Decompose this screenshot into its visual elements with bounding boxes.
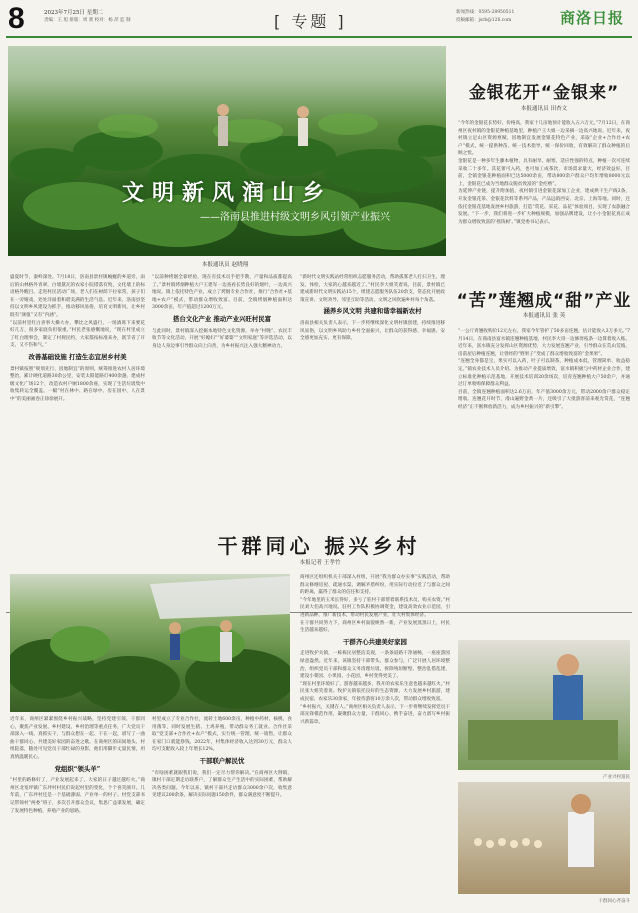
story4-byline: 本报记者 王孝竹 [299,560,341,566]
story2-para: “今年的金银花长势好、价格高，我家十几亩地预计能收入五六万元。”7月12日，在商州区夜村镇的金银花种植基地里，种植户王大姐一边采摘一边高兴地说。近年来，夜村镇立足山区资源禀赋，因地制宜发展金银花特色产业，采取“企业+合作社+农户”模式，统一提供种苗、统一技术指导、统一保价回收，有效解决了群众种植的后顾之忧。 [458,121,630,157]
story1-para: 景村镇按照“规划先行、因地制宜”的原则，统筹推进农村人居环境整治，累计硬化道路30余公里，安装太阳能路灯400余盏，建成村级文化广场12个，改造农村户厕1800余座，实现了生活垃圾集中收集转运全覆盖。一幅“村在林中、路在绿中、房在园中、人在景中”的美丽画卷正徐徐展开。 [10,366,145,402]
issue-date: 2023年7月25日 星期二 [44,10,104,16]
story4-para: “今年地里的玉米长得好，多亏了驻村干部帮着联系技术员、购买农资。”村民刘大伯高兴地说。驻村工作队积极协调资金，建设高效农业示范园，引进新品种、推广新技术，带动村民发展产业，壮大村集体经济。 [300,597,450,618]
story3-para: “连翘全身都是宝，果实可以入药，叶子可以制茶，种植成本低、管理简单、收益稳定。”镇农业技术人员介绍。为推动产业提质增效，富水镇积极与中药材企业合作，建立标准化种植示范基地，开展技术培训20余场次，培育连翘种植大户50余户，并通过订单收购保障群众利益。 [458,359,630,388]
story1-para: “以前种烤烟全靠经验，现在有技术员手把手教，产量和品质都提高了。”景村镇烤烟种植大户王建军一边查看长势良好的烟叶，一边高兴地说。镇上依托特色产业，成立了烤烟专业合作社，推行“合作社+基地+农户”模式，带动群众增收致富。目前，全镇烤烟种植面积达3000余亩，年产值超过1200万元。 [152,275,292,311]
story4-para: 走进牧护关镇，一栋栋民居整洁美观，一条条道路干净通畅，一座座游园绿意盎然。近年来，该镇坚持干部带头、群众参与，广泛开展人居环境整治，组织党员干部和群众义务清理垃圾、拆除残垣断壁、整治乱搭乱建，建设小菜园、小果园、小花园，乡村变得更美了。 [300,651,450,680]
page-number: 8 [8,2,25,35]
farm-workers-illustration [10,574,290,712]
story1-para: 与此同时，景村镇深入挖掘本地特色文化资源，举办“村晚”、农民丰收节等文化活动，开展“好媳妇”“好婆婆”“文明家庭”等评选活动，以身边人身边事引导群众向上向善，为乡村振兴注入强大精神动力。 [152,328,292,349]
story2-para: 金银花是一种多年生藤本植物，具有耐旱、耐寒、适应性强的特点，种植一次可连续采收二十多年。其花蕾可入药，也可加工成茶饮，市场需求量大，经济效益好。目前，全镇金银花种植面积已达5000余亩，带动800余户群众户均年增收8000元以上，金银花已成为当地群众脱贫致富的“金疙瘩”。 [458,158,630,187]
story1-para: “新时代文明实践站经常组织志愿服务活动，帮助孤寡老人打扫卫生、理发、体检，大家的心越来越近了。”村民李大姐笑着说。目前，景村镇已建成新时代文明实践站15个，组建志愿服务队伍20余支，常态化开展政策宣讲、文明劝导、邻里互助等活动，文明之风吹遍乡村每个角落。 [300,275,445,303]
story2-byline: 本报通讯员 田杏文 [520,106,568,112]
email-text: 投稿邮箱：jsrb@126.com [456,18,512,23]
story4-subheading: 干群齐心共建美好家园 [343,637,407,646]
story1-subheading: 涵养乡风文明 共建和谐幸福新农村 [323,307,422,316]
header-rule [6,36,632,38]
story1-subheading: 改善基础设施 打造生态宜居乡村美 [28,352,127,361]
story4-para: “乡村振兴，关键在人。”商州区相关负责人表示，下一步将继续发挥党员干部先锋模范作用，凝聚群众力量，干群同心、携手奋进，奋力谱写乡村振兴新篇章。 [300,704,450,725]
egg-farm-illustration [458,782,630,894]
greenhouse-worker-photo [458,640,630,770]
caption-1: 产业兴村富民 [603,775,630,780]
greenhouse-illustration [458,640,630,770]
story4-column-1 [10,716,145,908]
story4-para: “有啥困难就跟我们说，我们一定尽力帮你解决。”在商州区大荆镇，镇村干部定期走访联系户，了解群众生产生活中的实际困难，帮助解决各类问题。今年以来，镇村干部共走访群众3000余户次，收集意见建议200余条，解决实际问题150余件，群众满意度不断提升。 [152,770,292,799]
story4-para: “现在村里环境好了，游客越来越多，我开的农家乐生意也越来越红火。”村民张大姐笑着说。牧护关镇依托良好的生态资源，大力发展乡村旅游，建成民宿、农家乐30余家，年接待游客10万余人次，带动群众增收致富。 [300,681,450,702]
caption-2: 干群同心齐奋斗 [598,899,630,904]
story3-byline: 本报通讯员 张 英 [522,313,566,319]
editors-line: 责编：王 旭 排版：周 蕾 校对：杨 萍 监 制 [44,18,131,23]
story2-title: 金银花开“金银来” [468,83,620,103]
story4-para: 近年来，商州区紧紧围绕乡村振兴战略，坚持党建引领、干群同心，聚焦产业发展、乡村建设、乡村治理等重点任务，广大党员干部深入一线、真抓实干，与群众想在一起、干在一起，谱写了一曲曲干群同心、共建美好家园的奋进之歌。在商州区的田间地头、村组院落，随处可见党员干部忙碌的身影，他们用脚步丈量民情，用真情温暖民心。 [10,717,145,760]
newspaper-logo: 商洛日报 [560,9,625,27]
story3-para: “一公斤青翘收购价12元左右，我家今年管护了50多亩连翘，估计能收入3万多元。”7月14日，在商南县富水镇连翘种植基地，村民李大哥一边修剪枝条一边算着收入账。近年来，富水镇充分发挥山区资源优势，大力发展连翘产业，引导群众在荒山荒坡、房前屋后种植连翘，让曾经的“野果子”变成了群众增收致富的“金果果”。 [458,329,630,357]
story1-para: 洛南县相关负责人表示，下一步将继续深化文明村镇创建，持续推进移风易俗，以文明乡风助力乡村全面振兴，让群众的获得感、幸福感、安全感更加充实、更有保障。 [300,320,445,342]
story4-para: “村里的路修好了，产业发展起来了，大家的日子越过越红火。”商州区北宽坪镇广东坪村村民们说起村里的变化，个个喜笑颜开。几年前，广东坪村还是一个基础薄弱、产业单一的村子。村党支部书记带领村“两委”班子，多次召开群众会议，集思广益谋发展，确定了发展特色种植、养殖产业的思路。 [10,778,145,814]
story4-column-2 [152,716,292,908]
hotline-text: 新闻热线：0595-28950511 [456,10,515,15]
story1-para: 盛夏时节，秦岭深处。7月18日，洛南县景村镇蜿蜒的乡道旁，雨后的山林格外青翠，白墙黛瓦的农家小院错落有致，文化墙上的标语格外醒目。走进村民活动广场，老人们在树荫下拉家常，孩子们在一旁嬉戏，处处洋溢着和谐美满的生活气息。近年来，洛南县坚持以文明乡风建设为抓手，推动移风易俗，培育文明新风，让乡村既有“颜值”又有“内涵”。 [10,275,145,318]
story3-para: 目前，全镇连翘种植面积达2.6万亩，年产值3000余万元，带动2000余户群众稳定增收。连翘花开时节，漫山遍野金黄一片，还吸引了大批游客前来观光赏花，“连翘经济”正不断释放新活力，成为乡村振兴的“新引擎”。 [458,389,630,410]
story2-para: 为延伸产业链，提升附加值，夜村镇引进金银花深加工企业，建成烘干生产线3条，开发金银花茶、金银花饮料等系列产品，产品远销西安、北京、上海等地。同时，还依托金银花基地发展乡村旅游，打造“赏花、采花、品花”体验项目，实现了农旅融合发展。“下一步，我们将进一步扩大种植规模，加强品牌建设，让小小金银花真正成为群众增收致富的‘摇钱树’。”镇党委书记表示。 [458,189,630,225]
story4-title: 干群同心 振兴乡村 [217,534,421,558]
story1-subheading: 搭台文化产业 推动产业兴旺村民富 [172,314,272,323]
story2-body [458,120,630,248]
story4-subheading: 干部联户解民忧 [199,756,245,765]
story4-para: 在干群共同努力下，商州区乡村面貌焕然一新，产业发展蒸蒸日上，村民生活越来越好。 [300,620,450,634]
story3-title: “苦”莲翘成“甜”产业 [456,291,632,311]
story1-para: “以前村里红白喜事大操大办，攀比之风盛行，一场酒席下来要花好几万，很多家庭负担很重。”村民老张感慨地说，“现在村里成立了红白理事会，制定了村规民约，大家都按标准来办，既节省了开支，又不伤和气。” [10,320,145,349]
tobacco-field-photo [8,46,446,256]
story4-subheading: 党组织“领头羊” [54,764,101,773]
story4-para: 村里成立了专业合作社，流转土地600余亩，种植中药材、核桃、食用菌等，同时发展生猪、土鸡养殖，带动群众务工就业。合作社采取“党支部+合作社+农户”模式，实行统一管理、统一销售，让群众在家门口就能挣钱。2022年，村集体经济收入达到30万元，群众人均可支配收入较上年增长12%。 [152,717,292,753]
story1-subtitle: ——洛南县推进村级文明乡风引领产业振兴 [200,212,390,223]
story1-title: 文明新风润山乡 [121,181,332,206]
farm-workers-photo [10,574,290,712]
story1-byline: 本报通讯员 赵晓翔 [201,262,249,268]
story4-column-3 [300,574,450,908]
egg-farm-photo [458,782,630,894]
tobacco-plants-illustration [8,46,446,256]
section-title: [ 专题 ] [274,12,347,31]
story4-para: 商州区还组织机关干部深入村组，开展“我为群众办实事”实践活动，帮助群众修缮房屋、疏通水渠、调解矛盾纠纷，用实际行动拉近了与群众之间的距离，赢得了群众的信任和支持。 [300,575,450,596]
